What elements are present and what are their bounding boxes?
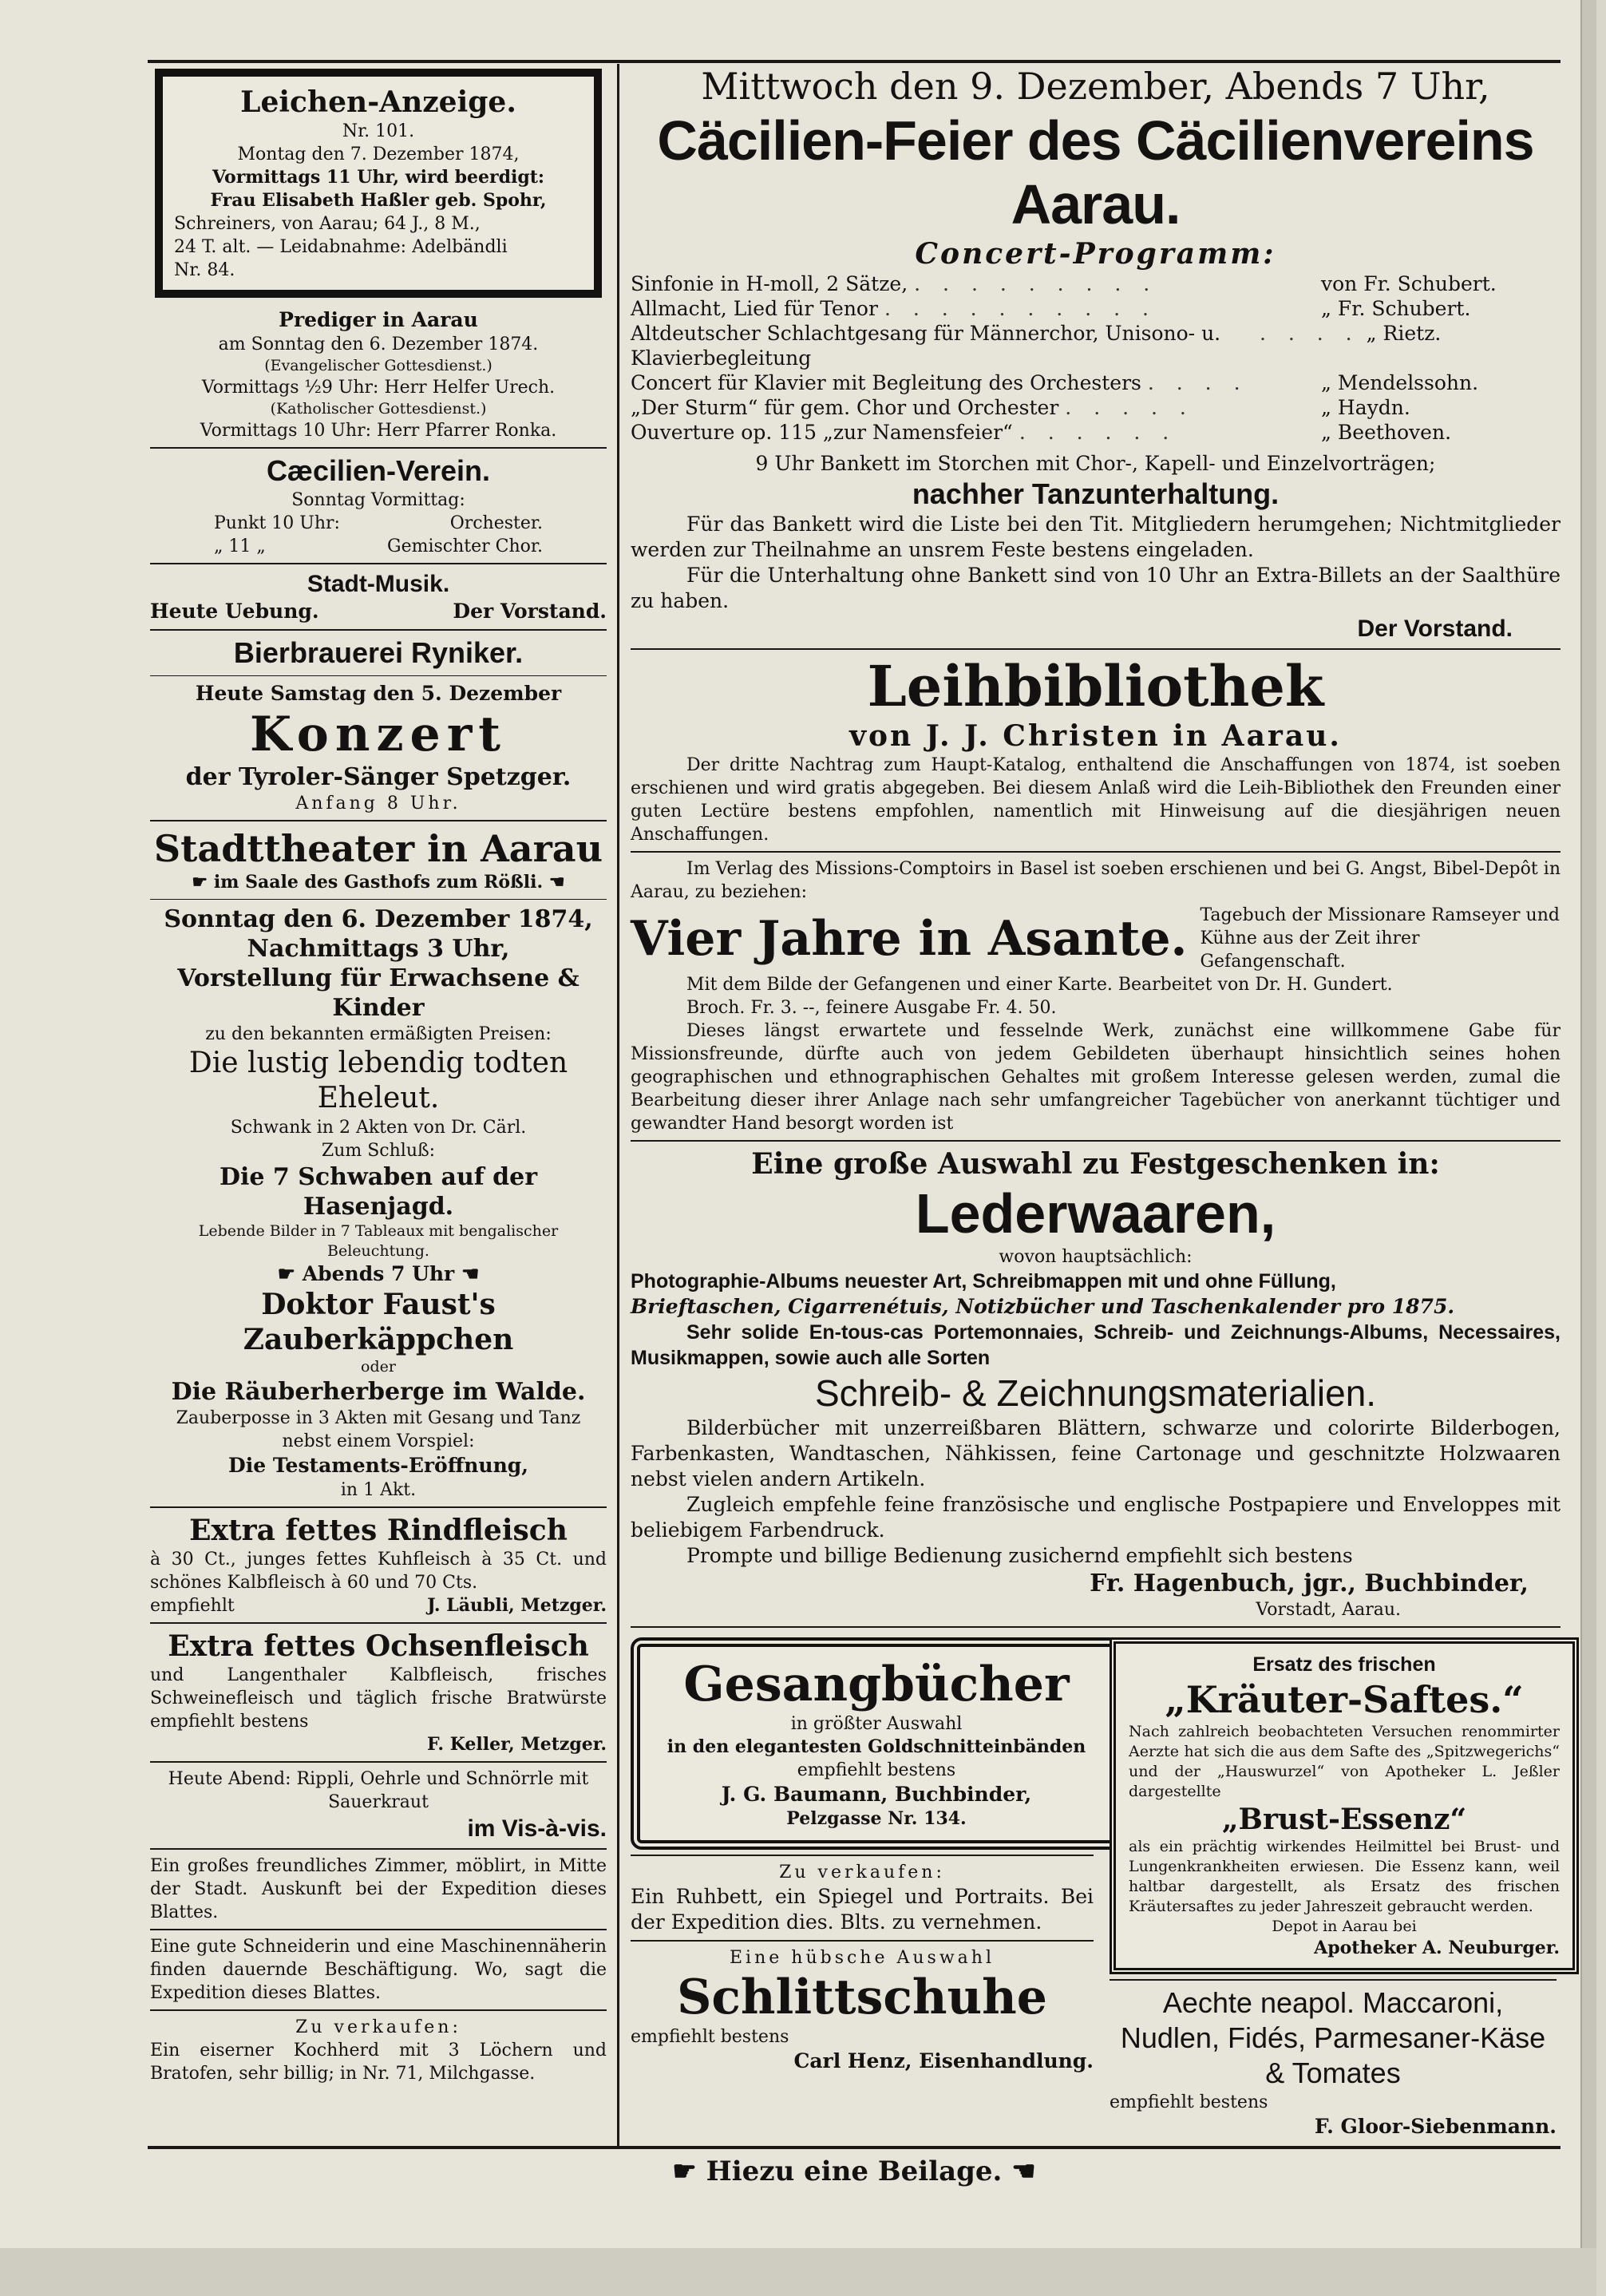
theater-akt: in 1 Akt.	[340, 1480, 417, 1500]
asante-intro: Im Verlag des Missions-Comptoirs in Basel ist soeben erschienen und bei G. Angst, Bibel-Depôt in Aarau, zu beziehen:	[631, 859, 1561, 902]
program-work: Allmacht, Lied für Tenor	[631, 297, 878, 320]
program-work: „Der Sturm“ für gem. Chor und Orchester	[631, 396, 1059, 419]
program-leader: . . . .	[1147, 371, 1248, 394]
caecilien-sub: Sonntag Vormittag:	[291, 490, 465, 510]
schlittschuhe-ad	[631, 1946, 1094, 2074]
leichen-title: Leichen-Anzeige.	[240, 85, 516, 119]
gesang-line: empfiehlt bestens	[797, 1760, 956, 1780]
bottom-right-stack	[1110, 1637, 1560, 2140]
leichen-line: Schreiners, von Aarau; 64 J., 8 M.,	[174, 214, 481, 234]
leder-sub: wovon hauptsächlich:	[999, 1247, 1193, 1267]
kraeuter-title: „Kräuter-Saftes.“	[1165, 1678, 1524, 1721]
program-leader: . . . . . . . . .	[914, 272, 1158, 295]
program-composer: „ Haydn.	[1321, 396, 1410, 419]
leder-name: Fr. Hagenbuch, jgr., Buchbinder,	[1090, 1570, 1529, 1597]
asante-title: Vier Jahre in Asante.	[631, 910, 1188, 967]
theater-time: Nachmittags 3 Uhr,	[247, 935, 510, 963]
theater-posse: Zauberposse in 3 Akten mit Gesang und Tanz nebst einem Vorspiel:	[176, 1408, 581, 1451]
separator	[150, 1929, 607, 1930]
separator	[631, 1140, 1561, 1142]
verkaufen-heading: Zu verkaufen:	[779, 1863, 945, 1882]
kraeuter-depot: Depot in Aarau bei	[1272, 1918, 1417, 1935]
leder-schreib: Schreib- & Zeichnungsmaterialien.	[814, 1372, 1377, 1414]
theater-abends	[150, 1261, 607, 1287]
kochherd-ad	[150, 2016, 607, 2085]
concert-title: Cäcilien-Feier des Cäcilienvereins Aarau.	[657, 109, 1534, 236]
separator	[631, 648, 1561, 650]
stadtmusik-signature: Der Vorstand.	[453, 600, 607, 623]
program-item	[631, 370, 1561, 395]
theater-oder: oder	[361, 1358, 396, 1376]
separator	[631, 1940, 1094, 1942]
kraeutersaft-ad	[1110, 1637, 1579, 1974]
asante-text: Dieses längst erwartete und fesselnde Werk, zunächst eine willkommene Gabe für Missionsfreunde, dürfte auch von jedem Gebildeten überhaupt hinsichtlich seines hohen geographischen und ethnographischen Gehaltes mit großem Interesse gelesen werden, zumal die Bearbeitung dieser ihrer Anlage nach sehr umfangreicher Tagebücher von anerkannt tüchtiger und gewandter Hand besorgt worden ist	[631, 1021, 1561, 1134]
beilage-notice	[148, 2155, 1561, 2187]
maccaroni-ad	[1110, 1985, 1557, 2140]
caecilien-row	[150, 512, 607, 535]
ochsenfleisch-ad	[150, 1629, 607, 1756]
leder-line2: Brieftaschen, Cigarrenétuis, Notizbücher und Taschenkalender pro 1875.	[631, 1295, 1455, 1318]
right-column	[631, 64, 1561, 2140]
leder-line3: Sehr solide En-tous-cas Portemonnaies, Schreib- und Zeichnungs-Albums, Necessaires, Musikmappen, sowie auch alle Sorten	[631, 1321, 1561, 1369]
program-work: Ouverture op. 115 „zur Namensfeier“	[631, 421, 1013, 444]
pointing-hand-icon: ☛	[192, 872, 214, 893]
ryniker-ad	[150, 635, 607, 815]
leder-title: Lederwaaren,	[915, 1182, 1276, 1245]
asante-bild: Mit dem Bilde der Gefangenen und einer Karte. Bearbeitet von Dr. H. Gundert.	[686, 975, 1393, 995]
ryniker-title: Bierbrauerei Ryniker.	[233, 636, 524, 669]
caecilien-time: Punkt 10 Uhr:	[214, 513, 340, 533]
schlitt-title: Schlittschuhe	[677, 1969, 1047, 2025]
leih-sub: von J. J. Christen in Aarau.	[849, 719, 1342, 753]
program-item	[631, 395, 1561, 420]
asante-header	[631, 904, 1561, 973]
pointing-hand-icon: ☛	[672, 2155, 706, 2187]
bottom-rule	[148, 2146, 1561, 2149]
program-leader: . . . . . . . . . .	[884, 297, 1157, 320]
rindfleisch-title: Extra fettes Rindfleisch	[189, 1514, 568, 1547]
bottom-ads-row	[631, 1637, 1561, 2140]
separator	[150, 563, 607, 564]
schlitt-empf: empfiehlt bestens	[631, 2027, 789, 2047]
program-composer: „ Beethoven.	[1321, 421, 1452, 444]
separator	[150, 1848, 607, 1850]
leihbibliothek-ad	[631, 655, 1561, 846]
ryniker-konzert: Konzert	[249, 707, 508, 762]
leichen-anzeige	[155, 69, 602, 298]
ryniker-anfang: Anfang 8 Uhr.	[295, 794, 461, 813]
separator	[631, 1626, 1561, 1628]
separator	[150, 447, 607, 449]
concert-program-title: Concert-Programm:	[915, 237, 1276, 271]
separator	[631, 851, 1561, 853]
leder-line5: Zugleich empfehle feine französische und englische Postpapiere und Enveloppes mit beliebigem Farbendruck.	[631, 1493, 1561, 1542]
prediger-notice	[150, 307, 607, 442]
stadttheater-ad	[150, 826, 607, 1502]
separator	[150, 1622, 607, 1624]
leder-line1: Photographie-Albums neuester Art, Schreibmappen mit und ohne Füllung,	[631, 1270, 1336, 1292]
theater-abends-text: Abends 7 Uhr	[302, 1262, 455, 1285]
kraeuter-text: Nach zahlreich beobachteten Versuchen renommirter Aerzte hat sich die aus dem Safte des „Spitzwegerichs“ und der „Hauswurzel“ von Apotheker L. Jeßler dargestellte	[1129, 1723, 1560, 1800]
program-leader: . . . . .	[1065, 396, 1194, 419]
ochsen-text: und Langenthaler Kalbfleisch, frisches Schweinefleisch und täglich frische Bratwürste empfiehlt bestens	[150, 1665, 607, 1732]
separator	[1110, 1979, 1557, 1981]
program-item	[631, 420, 1561, 445]
leichen-line: Nr. 84.	[174, 260, 235, 280]
rippli-place: im Vis-à-vis.	[467, 1815, 607, 1842]
gesang-name: J. G. Baumann, Buchbinder,	[721, 1783, 1032, 1806]
program-leader: . . . . . .	[1019, 421, 1177, 444]
kochherd-heading: Zu verkaufen:	[295, 2017, 461, 2037]
column-divider	[617, 64, 619, 2146]
stadtmusik-title: Stadt-Musik.	[307, 571, 450, 597]
theater-schwank: Schwank in 2 Akten von Dr. Cärl.	[230, 1118, 527, 1138]
program-work: Altdeutscher Schlachtgesang für Männerchor, Unisono- u. Klavierbegleitung	[631, 322, 1221, 370]
program-composer: von Fr. Schubert.	[1321, 272, 1497, 295]
program-composer: „ Mendelssohn.	[1321, 371, 1479, 394]
concert-bankett: 9 Uhr Bankett im Storchen mit Chor-, Kapell- und Einzelvorträgen;	[755, 452, 1436, 475]
program-item	[631, 271, 1561, 296]
caecilien-group: Orchester.	[449, 513, 543, 533]
zimmer-ad: Ein großes freundliches Zimmer, möblirt, in Mitte der Stadt. Auskunft bei der Expedition dieses Blattes.	[150, 1856, 607, 1922]
rindfleisch-footer	[150, 1594, 607, 1617]
left-column	[150, 64, 607, 2085]
theater-stueck: Die lustig lebendig todten Eheleut.	[188, 1047, 568, 1114]
concert-date: Mittwoch den 9. Dezember, Abends 7 Uhr,	[701, 65, 1490, 108]
rindfleisch-name: J. Läubli, Metzger.	[427, 1595, 607, 1616]
theater-date: Sonntag den 6. Dezember 1874,	[164, 905, 593, 933]
rindfleisch-text: à 30 Ct., junges fettes Kuhfleisch à 35 Ct. und schönes Kalbfleisch à 60 und 70 Cts.	[150, 1550, 607, 1593]
program-item	[631, 321, 1561, 370]
theater-raeuber: Die Räuberherberge im Walde.	[171, 1378, 586, 1406]
program-composer: „ Fr. Schubert.	[1321, 297, 1471, 320]
top-rule	[148, 60, 1561, 63]
leih-text: Der dritte Nachtrag zum Haupt-Katalog, enthaltend die Anschaffungen von 1874, ist soeben erschienen und wird gratis abgegeben. Bei diesem Anlaß wird die Leih-Bibliothek den Freunden einer guten Lectüre bestens empfohlen, namentlich mit Hinweisung auf die diesjährigen neuen Anschaffungen.	[631, 755, 1561, 845]
rindfleisch-empf: empfiehlt	[150, 1596, 235, 1616]
separator	[150, 820, 607, 821]
prediger-line: (Katholischer Gottesdienst.)	[270, 400, 487, 418]
lederwaaren-ad	[631, 1146, 1561, 1621]
theater-title: Stadttheater in Aarau	[153, 827, 603, 870]
leichen-line: Vormittags 11 Uhr, wird beerdigt:	[212, 167, 545, 188]
maccaroni-name: F. Gloor-Siebenmann.	[1314, 2115, 1557, 2138]
gesangbuecher-ad	[631, 1637, 1122, 1850]
theater-testament: Die Testaments-Eröffnung,	[228, 1454, 528, 1477]
page-margin-bottom	[0, 2248, 1596, 2296]
ryniker-tyroler: der Tyroler-Sänger Spetzger.	[185, 763, 572, 791]
leichen-line: 24 T. alt. — Leidabnahme: Adelbändli	[174, 237, 508, 257]
leih-title: Leihbibliothek	[867, 653, 1324, 719]
theater-faust: Doktor Faust's Zauberkäppchen	[243, 1288, 514, 1356]
prediger-line: (Evangelischer Gottesdienst.)	[264, 357, 492, 374]
theater-bilder: Lebende Bilder in 7 Tableaux mit bengalischer Beleuchtung.	[198, 1222, 559, 1260]
separator	[150, 899, 607, 900]
maccaroni-empf: empfiehlt bestens	[1110, 2092, 1268, 2112]
gesang-line: in größter Auswahl	[790, 1714, 963, 1734]
stadtmusik-uebung: Heute Uebung.	[150, 600, 319, 623]
ochsen-name: F. Keller, Metzger.	[427, 1734, 607, 1755]
theater-vorstellung: Vorstellung für Erwachsene & Kinder	[177, 964, 580, 1022]
program-leader: . . . .	[1260, 322, 1360, 345]
stadtmusik-notice	[150, 569, 607, 624]
maccaroni-title: Aechte neapol. Maccaroni, Nudlen, Fidés, Parmesaner-Käse & Tomates	[1120, 1986, 1546, 2089]
concert-tanz: nachher Tanzunterhaltung.	[912, 477, 1280, 510]
kraeuter-name: Apotheker A. Neuburger.	[1314, 1938, 1560, 1958]
stadtmusik-row	[150, 599, 607, 624]
asante-desc: Tagebuch der Missionare Ramseyer und Kühne aus der Zeit ihrer Gefangenschaft.	[1200, 905, 1560, 972]
leder-ort: Vorstadt, Aarau.	[1256, 1600, 1401, 1620]
prediger-line: Vormittags ½9 Uhr: Herr Helfer Urech.	[201, 378, 556, 398]
caecilien-verein-notice	[150, 453, 607, 558]
ochsen-title: Extra fettes Ochsenfleisch	[168, 1629, 589, 1663]
separator	[150, 629, 607, 631]
rindfleisch-ad	[150, 1513, 607, 1617]
leichen-line: Frau Elisabeth Haßler geb. Spohr,	[210, 190, 547, 211]
program-work: Sinfonie in H-moll, 2 Sätze,	[631, 272, 908, 295]
concert-signature: Der Vorstand.	[1357, 616, 1513, 642]
theater-saal-text: im Saale des Gasthofs zum Rößli.	[213, 872, 544, 893]
theater-saal	[150, 871, 607, 894]
leichen-line: Montag den 7. Dezember 1874,	[237, 144, 520, 164]
gesang-title: Gesangbücher	[683, 1657, 1070, 1712]
prediger-title: Prediger in Aarau	[279, 308, 478, 331]
separator	[150, 675, 607, 676]
leder-line6: Prompte und billige Bedienung zusichernd empfiehlt sich bestens	[686, 1544, 1353, 1567]
gesang-line: in den elegantesten Goldschnitteinbänden	[667, 1736, 1086, 1757]
leder-intro: Eine große Auswahl zu Festgeschenken in:	[751, 1147, 1440, 1181]
theater-schluss: Zum Schluß:	[321, 1141, 436, 1161]
separator	[150, 2009, 607, 2011]
concert-p2: Für die Unterhaltung ohne Bankett sind von 10 Uhr an Extra-Billets an der Saalthüre zu haben.	[631, 564, 1561, 612]
gesang-addr: Pelzgasse Nr. 134.	[786, 1808, 967, 1829]
program-work: Concert für Klavier mit Begleitung des Orchesters	[631, 371, 1141, 394]
bottom-left-stack	[631, 1637, 1094, 2140]
kraeuter-text2: als ein prächtig wirkendes Heilmittel bei Brust- und Lungenkrankheiten erwiesen. Die Essenz kann, weil haltbar dargestellt, als Ersatz des frischen Kräutersaftes zu jeder Jahreszeit gebraucht werden.	[1129, 1838, 1560, 1915]
program-composer: „ Rietz.	[1366, 322, 1442, 345]
asante-preis: Broch. Fr. 3. --, feinere Ausgabe Fr. 4. 50.	[686, 998, 1057, 1018]
pointing-hand-icon: ☛	[277, 1262, 303, 1285]
concert-p1: Für das Bankett wird die Liste bei den Tit. Mitgliedern herumgehen; Nichtmitglieder werden zur Theilnahme an unsrem Feste bestens eingeladen.	[631, 513, 1561, 561]
prediger-line: am Sonntag den 6. Dezember 1874.	[218, 335, 539, 354]
kochherd-text: Ein eiserner Kochherd mit 3 Löchern und Bratofen, sehr billig; in Nr. 71, Milchgasse.	[150, 2041, 607, 2084]
schlitt-intro: Eine hübsche Auswahl	[730, 1948, 995, 1968]
leichen-number: Nr. 101.	[342, 121, 415, 141]
concert-ad	[631, 64, 1561, 643]
program-item	[631, 296, 1561, 321]
kraeuter-essenz: „Brust-Essenz“	[1221, 1803, 1467, 1836]
rippli-ad	[150, 1768, 607, 1843]
separator	[150, 1506, 607, 1508]
verkaufen-ad	[631, 1861, 1094, 1935]
verkaufen-text: Ein Ruhbett, ein Spiegel und Portraits. Bei der Expedition dies. Blts. zu vernehmen.	[631, 1885, 1094, 1934]
beilage-text: Hiezu eine Beilage.	[706, 2155, 1003, 2187]
asante-ad	[631, 857, 1561, 1135]
prediger-line: Vormittags 10 Uhr: Herr Pfarrer Ronka.	[200, 421, 557, 441]
caecilien-row	[150, 535, 607, 558]
kraeuter-line: Ersatz des frischen	[1252, 1653, 1436, 1676]
theater-schwaben: Die 7 Schwaben auf der Hasenjagd.	[219, 1163, 538, 1221]
theater-preise: zu den bekannten ermäßigten Preisen:	[205, 1024, 552, 1044]
caecilien-title: Cæcilien-Verein.	[266, 454, 491, 487]
schlitt-name: Carl Henz, Eisenhandlung.	[793, 2049, 1094, 2072]
schneiderin-ad: Eine gute Schneiderin und eine Maschinennäherin finden dauernde Beschäftigung. Wo, sagt die Expedition dieses Blattes.	[150, 1937, 607, 2003]
leder-line4: Bilderbücher mit unzerreißbaren Blättern, schwarze und colorirte Bilderbogen, Farbenkasten, Wandtaschen, Nähkissen, feine Cartonage und geschnitzte Holzwaaren nebst vielen andern Artikeln.	[631, 1416, 1561, 1490]
pointing-hand-icon: ☚	[1002, 2155, 1036, 2187]
separator	[631, 1855, 1094, 1856]
ryniker-date: Heute Samstag den 5. Dezember	[195, 682, 562, 705]
caecilien-group: Gemischter Chor.	[387, 536, 543, 556]
caecilien-time: „ 11 „	[214, 536, 266, 556]
pointing-hand-icon: ☚	[454, 1262, 480, 1285]
rippli-text: Heute Abend: Rippli, Oehrle und Schnörrle mit Sauerkraut	[168, 1769, 589, 1812]
separator	[150, 1761, 607, 1763]
pointing-hand-icon: ☚	[543, 872, 565, 893]
concert-program	[631, 271, 1561, 445]
